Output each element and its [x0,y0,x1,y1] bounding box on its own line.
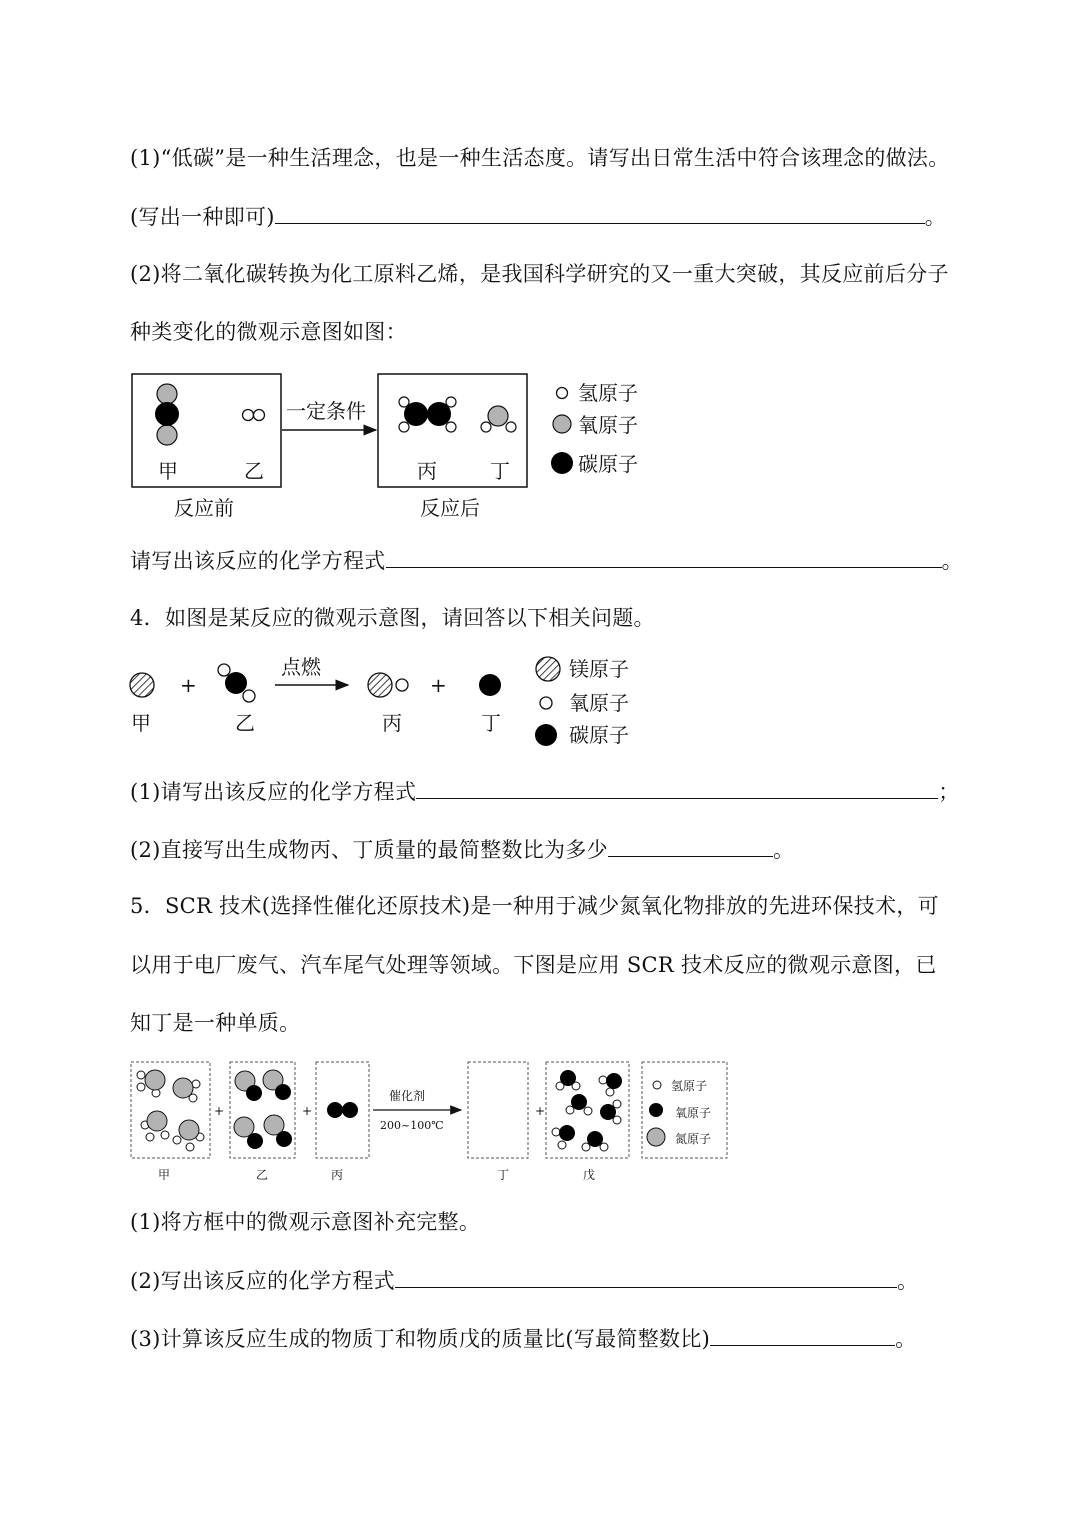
magnesium-atom-icon [536,657,560,681]
q5-part2-line [130,1265,918,1296]
legend-carbon: 碳原子 [569,723,629,747]
molecule-jia-co2 [155,384,179,445]
q3-part2-line2: 种类变化的微观示意图如图： [130,320,407,344]
plus-sign: + [535,1104,546,1118]
q3-part1-answer-blank[interactable] [275,201,925,224]
after-label: 反应后 [420,496,480,520]
legend-q5 [647,1079,711,1146]
catalyst-label: 催化剂 [389,1089,426,1103]
molecule-yi-h2 [243,410,265,421]
q5-ratio-blank[interactable] [710,1323,895,1346]
oxygen-atom-icon [553,415,571,433]
label-bing: 丙 [417,459,437,483]
hydrogen-atom-icon [653,1081,661,1089]
q5-part2-prompt: (2)写出该反应的化学方程式 [130,1269,395,1293]
condition-label: 点燃 [281,655,321,679]
molecule-yi-co2 [218,664,255,702]
hydrogen-atom-icon [557,388,568,399]
molecule-bing-c2h4 [399,397,456,432]
q5-intro-line3: 知丁是一种单质。 [130,1011,301,1035]
q3-equation-prompt: 请写出该反应的化学方程式 [130,549,386,573]
q3-part1-line1: (1)“低碳”是一种生活理念，也是一种生活态度。请写出日常生活中符合该理念的做法。 [130,146,950,170]
legend-carbon: 碳原子 [578,452,638,476]
plus-sign: + [180,673,197,697]
q5-intro-line2: 以用于电厂废气、汽车尾气处理等领域。下图是应用 SCR 技术反应的微观示意图，已 [130,953,937,977]
label-ding: 丁 [497,1168,510,1182]
oxygen-atom-icon [649,1103,663,1117]
label-jia: 甲 [158,459,178,483]
box-ding-empty[interactable] [468,1062,528,1158]
label-yi: 乙 [244,459,264,483]
q3-reaction-diagram [0,360,1080,530]
q4-intro: 4．如图是某反应的微观示意图，请回答以下相关问题。 [130,606,655,630]
label-bing: 丙 [382,711,402,735]
q4-part2-line [130,834,794,865]
box-yi-molecules [234,1070,292,1149]
label-ding: 丁 [481,711,501,735]
label-ding: 丁 [490,459,510,483]
label-yi: 乙 [256,1168,269,1182]
carbon-atom-ding [479,674,501,696]
molecule-bing-mgo [368,673,408,697]
legend-oxygen: 氧原子 [675,1106,712,1120]
period: 。 [924,205,947,229]
label-bing: 丙 [331,1168,344,1182]
label-wu: 戊 [583,1168,596,1182]
q4-part1-prompt: (1)请写出该反应的化学方程式 [130,780,417,804]
oxygen-atom-icon [540,697,552,709]
period: 。 [895,1327,917,1351]
plus-sign: + [214,1104,225,1118]
q5-part3-prompt: (3)计算该反应生成的物质丁和物质戊的质量比(写最简整数比) [130,1327,711,1351]
legend-magnesium: 镁原子 [569,657,629,681]
q3-equation-blank[interactable] [386,545,942,568]
temperature-label: 200~100℃ [380,1119,444,1132]
q5-scr-diagram [0,1055,1080,1190]
magnesium-atom [130,673,154,697]
box-bing-molecule [327,1102,358,1118]
q5-part3-line [130,1323,916,1354]
plus-sign: + [430,673,447,697]
q4-ratio-blank[interactable] [608,834,773,857]
plus-sign: + [302,1104,313,1118]
legend-hydrogen: 氢原子 [578,381,638,405]
nitrogen-atom-icon [647,1128,665,1146]
period: 。 [772,838,795,862]
q3-part1-prompt: (写出一种即可) [130,205,275,229]
legend-hydrogen: 氢原子 [671,1079,708,1093]
legend-oxygen: 氧原子 [569,691,629,715]
label-yi: 乙 [235,711,255,735]
condition-label: 一定条件 [286,399,366,423]
q4-part1-line [130,776,960,807]
period: 。 [896,1269,919,1293]
q5-part1: (1)将方框中的微观示意图补充完整。 [130,1210,481,1234]
semicolon: ； [938,780,960,804]
carbon-atom-icon [535,724,557,746]
q5-equation-blank[interactable] [395,1265,897,1288]
q3-equation-line [130,545,963,576]
q3-part2-line1: (2)将二氧化碳转换为化工原料乙烯，是我国科学研究的又一重大突破，其反应前后分子 [130,262,949,286]
label-jia: 甲 [158,1168,171,1182]
q4-reaction-diagram [0,650,1080,755]
q3-part1-line2 [130,201,946,232]
molecule-ding-h2o [481,406,516,432]
box-wu-molecules [552,1070,622,1151]
label-jia: 甲 [131,711,151,735]
q5-intro-line1: 5．SCR 技术(选择性催化还原技术)是一种用于减少氮氧化物排放的先进环保技术，可 [130,894,939,918]
before-label: 反应前 [174,496,234,520]
box-jia-molecules [137,1070,204,1151]
period: 。 [941,549,963,573]
legend-nitrogen: 氮原子 [675,1132,712,1146]
q4-equation-blank[interactable] [416,776,938,799]
q4-part2-prompt: (2)直接写出生成物丙、丁质量的最简整数比为多少 [130,838,608,862]
carbon-atom-icon [551,452,573,474]
legend-q3 [551,381,638,476]
legend-q4 [535,657,629,747]
legend-oxygen: 氧原子 [578,413,638,437]
